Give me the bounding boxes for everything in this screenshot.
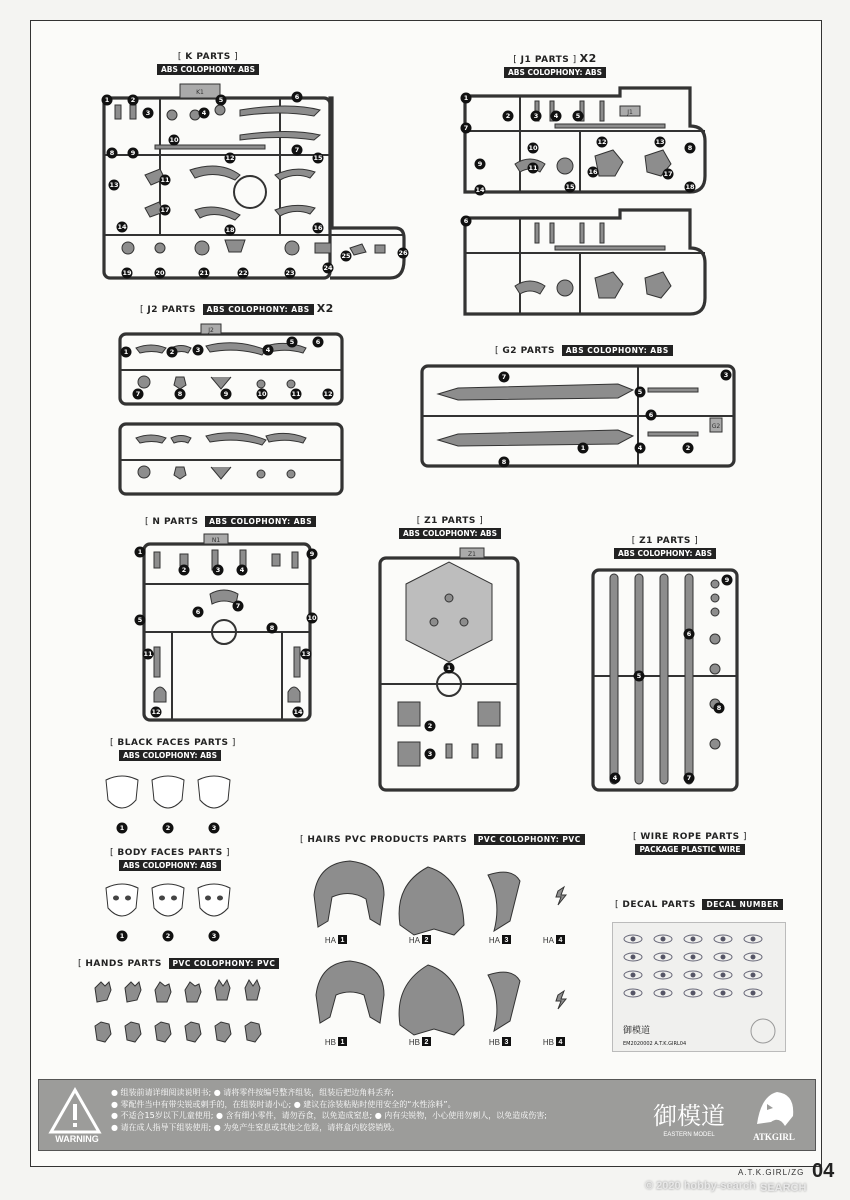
part-number: 13 xyxy=(655,138,665,146)
part-number: 1 xyxy=(119,824,125,832)
warning-bar xyxy=(38,1079,816,1151)
decal-pupil xyxy=(631,937,636,942)
g2-sprue-letter: G2 xyxy=(711,423,721,430)
part-number: 5 xyxy=(218,96,224,104)
hairs-title: HAIRS PVC PRODUCTS PARTS xyxy=(307,835,468,845)
part-number: 7 xyxy=(235,602,241,610)
part-number: 10 xyxy=(257,390,267,398)
hair-number: 4 xyxy=(558,937,563,944)
body-faces-title: BODY FACES PARTS xyxy=(117,848,223,858)
part-number: 1 xyxy=(123,348,129,356)
part-number: 18 xyxy=(685,183,695,191)
eastern-model-sub: EASTERN MODEL xyxy=(663,1132,715,1138)
part-number: 9 xyxy=(724,576,730,584)
n-part-numbers xyxy=(132,532,322,722)
decal-pupil xyxy=(631,991,636,996)
j1-parts-header: [ J1 PARTS ] X2 ABS COLOPHONY: ABS xyxy=(480,52,630,78)
z1-plate-header: [ Z1 PARTS ] ABS COLOPHONY: ABS xyxy=(380,516,520,539)
part-number: 3 xyxy=(723,371,729,379)
z1-plate-title: Z1 PARTS xyxy=(424,516,476,526)
wire-title: WIRE ROPE PARTS xyxy=(640,832,740,842)
k-parts-material: ABS COLOPHONY: ABS xyxy=(157,64,259,75)
eastern-model-logo-text: 御模道 xyxy=(653,1102,725,1130)
part-number: 12 xyxy=(151,708,161,716)
decal-pupil xyxy=(751,955,756,960)
part-number: 9 xyxy=(130,149,136,157)
hair-number: 3 xyxy=(504,1039,509,1046)
atkgirl-logo-text: ATKGIRL xyxy=(753,1132,795,1142)
part-number: 6 xyxy=(195,608,201,616)
part-number: 1 xyxy=(446,664,452,672)
part-number: 14 xyxy=(293,708,303,716)
part-number: 11 xyxy=(291,390,301,398)
part-number: 7 xyxy=(686,774,692,782)
j1-sprue-letter: J1 xyxy=(627,109,633,116)
face-eye xyxy=(171,896,177,901)
g2-parts-header: [ G2 PARTS ABS COLOPHONY: ABS xyxy=(495,345,675,356)
part-number: 8 xyxy=(687,144,693,152)
part-number: 3 xyxy=(145,109,151,117)
part-number: 7 xyxy=(501,373,507,381)
z1-plate-material: ABS COLOPHONY: ABS xyxy=(399,528,501,539)
face-eye xyxy=(113,896,119,901)
part-number: 10 xyxy=(307,614,317,622)
hair-number: 2 xyxy=(424,937,429,944)
face-part xyxy=(198,776,230,808)
decal-pupil xyxy=(721,937,726,942)
body-faces-header: [ BODY FACES PARTS ] ABS COLOPHONY: ABS xyxy=(110,848,231,870)
part-number: 3 xyxy=(211,824,217,832)
face-eye xyxy=(205,896,211,901)
j2-parts-header: [ J2 PARTS ABS COLOPHONY: ABS X2 xyxy=(140,302,334,315)
part-number: 3 xyxy=(195,346,201,354)
warning-line: ● 零配件当中有带尖锐或刺手的，在组装时请小心; ● 建议在涂装粘贴时使用安全的“水性涂料”。 xyxy=(111,1099,456,1109)
part-number: 7 xyxy=(294,146,300,154)
hands-header: [ HANDS PARTS PVC COLOPHONY: PVC xyxy=(78,958,278,969)
j2-sprue-letter: J2 xyxy=(208,327,214,334)
decal-pupil xyxy=(631,973,636,978)
part-number: 19 xyxy=(122,269,132,277)
part-number: 12 xyxy=(597,138,607,146)
j1-part-numbers xyxy=(460,86,710,321)
decal-pupil xyxy=(721,955,726,960)
decal-pupil xyxy=(661,973,666,978)
face-part xyxy=(106,884,138,916)
part-number: 1 xyxy=(104,96,110,104)
part-number: 11 xyxy=(160,176,170,184)
decal-sheet xyxy=(612,922,786,1052)
decal-title: DECAL PARTS xyxy=(622,900,696,910)
part-number: 8 xyxy=(177,390,183,398)
hair-label: HA xyxy=(408,936,420,945)
j1-qty: X2 xyxy=(579,52,597,65)
part-number: 2 xyxy=(685,444,691,452)
hair-label: HA xyxy=(324,936,336,945)
part-number: 26 xyxy=(398,249,408,257)
part-number: 9 xyxy=(309,550,315,558)
part-number: 3 xyxy=(427,750,433,758)
hair-number: 3 xyxy=(504,937,509,944)
wire-material: PACKAGE PLASTIC WIRE xyxy=(635,844,744,855)
j2-parts-title: J2 PARTS xyxy=(147,305,197,315)
decal-sheet-logo: 御模道 xyxy=(623,1026,651,1036)
decal-header: [ DECAL PARTS DECAL NUMBER xyxy=(615,899,785,910)
g2-parts-title: G2 PARTS xyxy=(502,346,556,356)
part-number: 6 xyxy=(463,217,469,225)
part-number: 1 xyxy=(463,94,469,102)
part-number: 14 xyxy=(117,223,127,231)
part-number: 25 xyxy=(341,252,351,260)
part-number: 12 xyxy=(225,154,235,162)
face-eye xyxy=(159,896,165,901)
part-number: 3 xyxy=(533,112,539,120)
z1-rods-material: ABS COLOPHONY: ABS xyxy=(614,548,716,559)
part-number: 2 xyxy=(165,932,171,940)
z1-rods-title: Z1 PARTS xyxy=(639,536,691,546)
hairs-parts xyxy=(300,855,600,1055)
black-faces-title: BLACK FACES PARTS xyxy=(117,738,229,748)
part-number: 8 xyxy=(501,458,507,466)
hair-label: HB xyxy=(324,1038,336,1047)
atkgirl-logo xyxy=(737,1084,809,1134)
z1-plate-numbers xyxy=(376,544,522,794)
decal-material: DECAL NUMBER xyxy=(702,899,783,910)
part-number: 4 xyxy=(637,444,643,452)
part-number: 13 xyxy=(301,650,311,658)
part-number: 16 xyxy=(313,224,323,232)
part-number: 12 xyxy=(323,390,333,398)
part-number: 1 xyxy=(137,548,143,556)
hair-label: HB xyxy=(408,1038,420,1047)
warning-line: ● 请在成人指导下组装使用; ● 为免产生窒息或其他之危险，请将盒内胶袋销毁。 xyxy=(111,1122,400,1132)
warning-line: ● 不适合15岁以下儿童使用; ● 含有细小零件，请勿吞食，以免造成窒息; ● 内有尖锐物，小心使用勿刺人，以免造成伤害; xyxy=(111,1111,547,1120)
decal-pupil xyxy=(631,955,636,960)
k-part-numbers xyxy=(100,80,410,285)
hair-number: 2 xyxy=(424,1039,429,1046)
z1-sprue-letter: Z1 xyxy=(468,551,476,558)
part-number: 5 xyxy=(289,338,295,346)
part-number: 7 xyxy=(463,124,469,132)
part-number: 5 xyxy=(575,112,581,120)
decal-pupil xyxy=(751,991,756,996)
black-faces-material: ABS COLOPHONY: ABS xyxy=(119,750,221,761)
j2-part-numbers xyxy=(116,322,346,497)
part-number: 6 xyxy=(315,338,321,346)
part-number: 11 xyxy=(143,650,153,658)
face-eye xyxy=(125,896,131,901)
decal-pupil xyxy=(691,937,696,942)
k-parts-title: K PARTS xyxy=(185,52,231,62)
part-number: 7 xyxy=(135,390,141,398)
part-number: 2 xyxy=(181,566,187,574)
decal-pupil xyxy=(751,973,756,978)
search-watermark: SEARCH xyxy=(760,1182,807,1194)
n-parts-material: ABS COLOPHONY: ABS xyxy=(205,516,316,527)
hands-material: PVC COLOPHONY: PVC xyxy=(169,958,280,969)
part-number: 8 xyxy=(716,704,722,712)
decal-pupil xyxy=(661,937,666,942)
part-number: 4 xyxy=(612,774,618,782)
body-faces-material: ABS COLOPHONY: ABS xyxy=(119,860,221,871)
k-parts-header: [ K PARTS ] ABS COLOPHONY: ABS xyxy=(138,52,278,75)
part-number: 2 xyxy=(165,824,171,832)
part-number: 2 xyxy=(130,96,136,104)
hairs-material: PVC COLOPHONY: PVC xyxy=(474,834,585,845)
part-number: 6 xyxy=(648,411,654,419)
face-part xyxy=(198,884,230,916)
warning-line: ● 组装前请详细阅读说明书; ● 请将零件按编号整齐组装，组装后把边角料丢弃; xyxy=(111,1088,394,1097)
hair-label: HA xyxy=(542,936,554,945)
part-number: 14 xyxy=(475,186,485,194)
hair-label: HB xyxy=(488,1038,500,1047)
part-number: 1 xyxy=(119,932,125,940)
part-number: 10 xyxy=(528,144,538,152)
part-number: 3 xyxy=(215,566,221,574)
part-number: 1 xyxy=(580,444,586,452)
hands-parts xyxy=(85,978,275,1058)
part-number: 9 xyxy=(477,160,483,168)
decal-pupil xyxy=(661,955,666,960)
j1-parts-material: ABS COLOPHONY: ABS xyxy=(504,67,606,78)
part-number: 11 xyxy=(528,164,538,172)
g2-parts-material: ABS COLOPHONY: ABS xyxy=(562,345,673,356)
part-number: 4 xyxy=(553,112,559,120)
part-number: 4 xyxy=(201,109,207,117)
part-number: 22 xyxy=(238,269,248,277)
decal-pupil xyxy=(661,991,666,996)
part-number: 17 xyxy=(160,206,170,214)
page-number: 04 xyxy=(812,1160,835,1182)
face-part xyxy=(152,776,184,808)
decal-pupil xyxy=(721,991,726,996)
warning-text xyxy=(111,1087,631,1133)
part-number: 2 xyxy=(169,348,175,356)
part-number: 9 xyxy=(223,390,229,398)
hair-number: 1 xyxy=(340,937,345,944)
hobby-search-watermark: © 2020 hobby-search xyxy=(645,1180,756,1192)
decal-sheet-code: EM2020002 A.T.K.GIRL04 xyxy=(623,1041,687,1047)
decal-pupil xyxy=(691,973,696,978)
face-eye xyxy=(217,896,223,901)
part-number: 23 xyxy=(285,269,295,277)
hair-number: 1 xyxy=(340,1039,345,1046)
n-parts-title: N PARTS xyxy=(152,517,199,527)
part-number: 21 xyxy=(199,269,209,277)
j2-parts-material: ABS COLOPHONY: ABS xyxy=(203,304,314,315)
k-sprue-letter: K1 xyxy=(196,89,204,96)
model-code: A.T.K.GIRL/ZG xyxy=(738,1168,805,1177)
hair-number: 4 xyxy=(558,1039,563,1046)
part-number: 8 xyxy=(269,624,275,632)
n-sprue-letter: N1 xyxy=(211,537,221,544)
part-number: 6 xyxy=(686,630,692,638)
part-number: 18 xyxy=(225,226,235,234)
decal-pupil xyxy=(691,955,696,960)
part-number: 5 xyxy=(137,616,143,624)
part-number: 13 xyxy=(109,181,119,189)
part-number: 10 xyxy=(169,136,179,144)
part-number: 8 xyxy=(109,149,115,157)
z1-rods-header: [ Z1 PARTS ] ABS COLOPHONY: ABS xyxy=(605,536,725,559)
part-number: 4 xyxy=(265,346,271,354)
face-part xyxy=(152,884,184,916)
j1-parts-title: J1 PARTS xyxy=(520,55,570,65)
z1-rods-numbers xyxy=(585,564,745,794)
part-number: 5 xyxy=(637,388,643,396)
warning-label: WARNING xyxy=(55,1134,99,1144)
black-faces-header: [ BLACK FACES PARTS ] ABS COLOPHONY: ABS xyxy=(110,738,236,760)
decal-pupil xyxy=(691,991,696,996)
part-number: 17 xyxy=(663,170,673,178)
part-number: 15 xyxy=(313,154,323,162)
decal-eyes xyxy=(613,923,785,1051)
face-part xyxy=(106,776,138,808)
body-faces-parts xyxy=(100,878,240,948)
n-parts-header: [ N PARTS ABS COLOPHONY: ABS xyxy=(145,516,315,527)
part-number: 4 xyxy=(239,566,245,574)
part-number: 6 xyxy=(294,93,300,101)
hairs-header: [ HAIRS PVC PRODUCTS PARTS PVC COLOPHONY: PVC xyxy=(300,834,590,845)
part-number: 3 xyxy=(211,932,217,940)
part-number: 5 xyxy=(636,672,642,680)
decal-pupil xyxy=(721,973,726,978)
j2-qty: X2 xyxy=(316,302,334,315)
hair-label: HA xyxy=(488,936,500,945)
part-number: 24 xyxy=(323,264,333,272)
decal-pupil xyxy=(751,937,756,942)
part-number: 2 xyxy=(427,722,433,730)
black-faces-parts xyxy=(100,770,240,840)
g2-part-numbers xyxy=(418,362,738,472)
part-number: 15 xyxy=(565,183,575,191)
part-number: 20 xyxy=(155,269,165,277)
part-number: 16 xyxy=(588,168,598,176)
hair-label: HB xyxy=(542,1038,554,1047)
part-number: 2 xyxy=(505,112,511,120)
hands-title: HANDS PARTS xyxy=(85,959,162,969)
wire-header: [ WIRE ROPE PARTS ] PACKAGE PLASTIC WIRE xyxy=(632,832,748,854)
